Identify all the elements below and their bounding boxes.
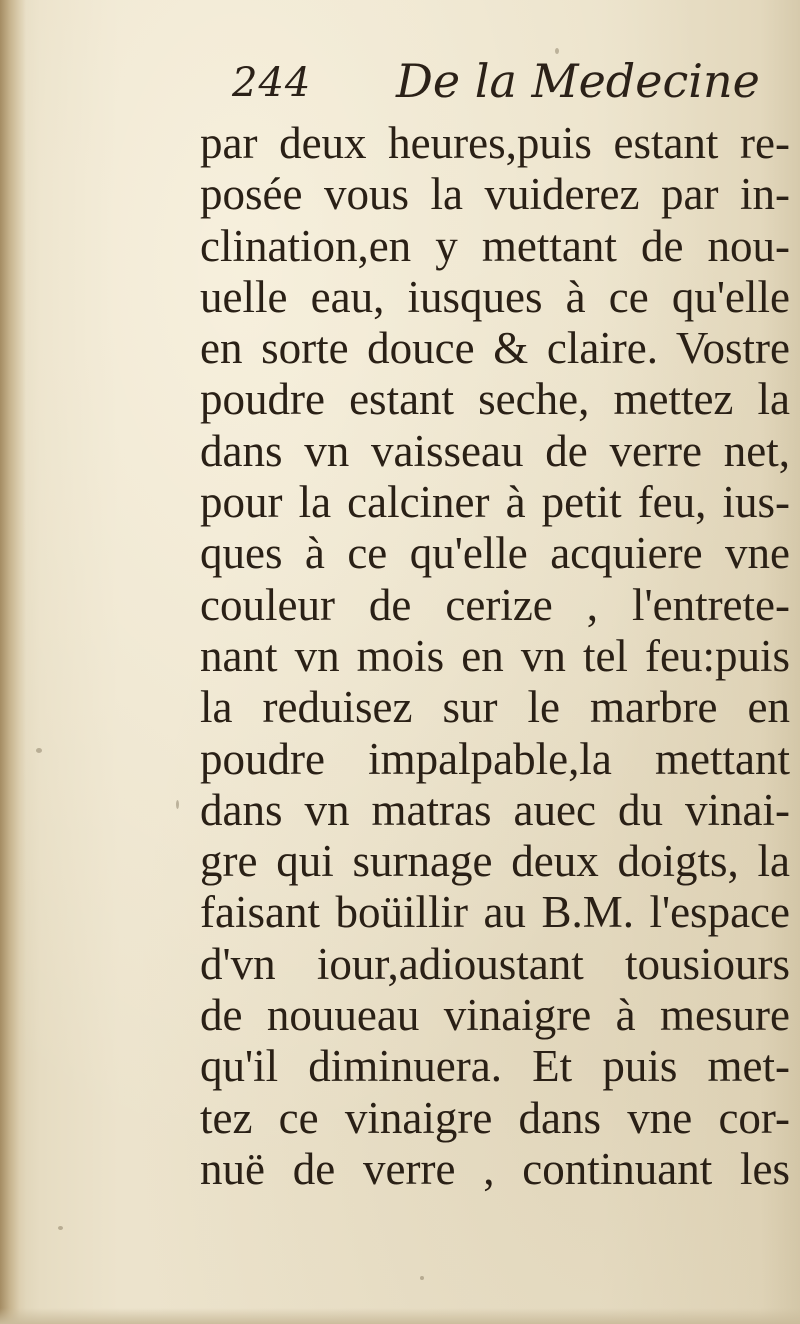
binding-edge — [0, 0, 26, 1324]
text-line: tez ce vinaigre dans vne cor- — [200, 1092, 790, 1143]
paper-speck — [176, 800, 179, 809]
text-line: la reduisez sur le marbre en — [200, 682, 790, 733]
page-number: 244 — [232, 60, 312, 106]
text-line: uelle eau, iusques à ce qu'elle — [200, 271, 790, 322]
text-line: nuë de verre , continuant les — [200, 1143, 790, 1194]
text-line: clination,en y mettant de nou- — [200, 220, 790, 271]
text-line: qu'il diminuera. Et puis met- — [200, 1041, 790, 1092]
text-line: poudre impalpable,la mettant — [200, 733, 790, 784]
text-line: gre qui surnage deux doigts, la — [200, 836, 790, 887]
text-line: posée vous la vuiderez par in- — [200, 169, 790, 220]
paper-speck — [36, 748, 42, 753]
text-line: de nouueau vinaigre à mesure — [200, 990, 790, 1041]
text-line: poudre estant seche, mettez la — [200, 374, 790, 425]
text-line: ques à ce qu'elle acquiere vne — [200, 528, 790, 579]
page-header — [232, 54, 760, 116]
text-line: nant vn mois en vn tel feu:puis — [200, 630, 790, 681]
running-head: De la Medecine — [396, 54, 760, 108]
text-line: en sorte douce & claire. Vostre — [200, 323, 790, 374]
body-text — [200, 118, 790, 1195]
text-line: pour la calciner à petit feu, ius- — [200, 477, 790, 528]
paper-speck — [420, 1276, 424, 1280]
text-line: dans vn matras auec du vinai- — [200, 784, 790, 835]
page-bottom-edge — [0, 1308, 800, 1324]
text-line: par deux heures,puis estant re- — [200, 118, 790, 168]
text-line: couleur de cerize , l'entrete- — [200, 579, 790, 630]
text-line: dans vn vaisseau de verre net, — [200, 425, 790, 476]
text-line: d'vn iour,adioustant tousiours — [200, 938, 790, 989]
text-line: faisant boüillir au B.M. l'espace — [200, 887, 790, 938]
paper-speck — [58, 1226, 63, 1230]
